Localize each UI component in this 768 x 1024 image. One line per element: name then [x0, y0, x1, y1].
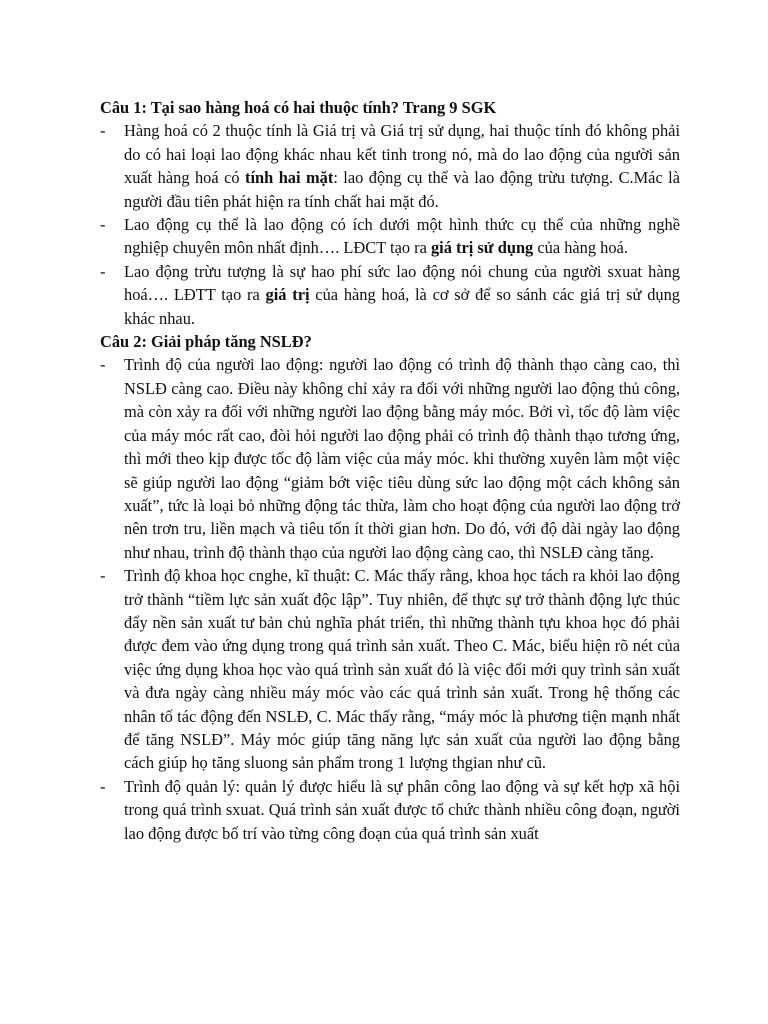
bullet-dash: - [100, 215, 106, 235]
list-item [100, 353, 680, 564]
list-item [100, 119, 680, 213]
bullet-dash: - [100, 566, 106, 586]
bullet-text: Trình độ khoa học cnghe, kĩ thuật: C. Mác thấy rằng, khoa học tách ra khỏi lao động trở thành “tiềm lực sản xuất độc lập”. Tuy nhiên, để thực sự trở thành động lực thúc đẩy nền sản xuất tư bản chủ nghĩa phát triển, thì những thành tựu khoa học đó phải được đem vào ứng dụng trong quá trình sản xuất. Theo C. Mác, biểu hiện rõ nét của việc ứng dụng khoa học vào quá trình sản xuất đó là việc đổi mới quy trình sản xuất và đưa ngày càng nhiều máy móc vào các quá trình sản xuất. Trong hệ thống các nhân tố tác động đến NSLĐ, C. Mác thấy rằng, “máy móc là phương tiện mạnh nhất để tăng NSLĐ”. Máy móc giúp tăng năng lực sản xuất của người lao động bằng cách giúp họ tăng sluong sản phẩm trong 1 lượng thgian như cũ. [124, 566, 680, 773]
list-item [100, 213, 680, 260]
bold-term: giá trị [265, 285, 310, 305]
bullet-text: : lao động cụ thể và lao động trừu tượng. C.Mác là người đầu tiên phát hiện ra tính chất hai mặt đó. [124, 168, 680, 211]
bold-term: tính hai mặt [245, 168, 334, 188]
bullet-text: của hàng hoá. [533, 238, 628, 258]
list-item [100, 775, 680, 845]
question-2-heading: Câu 2: Giải pháp tăng NSLĐ? [100, 332, 312, 352]
bold-term: giá trị sử dụng [430, 238, 534, 258]
list-item [100, 564, 680, 775]
bullet-dash: - [100, 121, 106, 141]
bullet-text: Lao động trừu tượng là sự hao phí sức lao động nói chung của người sxuat hàng hoá…. LĐTT tạo ra [124, 261, 680, 305]
bullet-dash: - [100, 355, 106, 375]
bullet-text: Hàng hoá có 2 thuộc tính là Giá trị và Giá trị sử dụng, hai thuộc tính đó không phải do có hai loại lao động khác nhau kết tinh trong nó, mà do lao động của người sản xuất hàng hoá có [124, 121, 680, 188]
document-page [100, 96, 680, 845]
question-1-answer-list [100, 119, 680, 330]
list-item [100, 260, 680, 330]
bullet-text: Lao động cụ thể là lao động có ích dưới một hình thức cụ thể của những nghề nghiệp chuyên môn nhất định…. LĐCT tạo ra [124, 215, 680, 258]
bullet-text: Trình độ quản lý: quản lý được hiểu là sự phân công lao động và sự kết hợp xã hội trong quá trình sxuat. Quá trình sản xuất được tổ chức thành nhiều công đoạn, người lao động được bố trí vào từng công đoạn của quá trình sản xuất [124, 776, 680, 843]
bullet-dash: - [100, 261, 106, 281]
bullet-text: của hàng hoá, là cơ sở để so sánh các giá trị sử dụng khác nhau. [124, 285, 680, 328]
bullet-dash: - [100, 776, 106, 796]
question-2-answer-list [100, 353, 680, 845]
bullet-text: Trình độ của người lao động: người lao động có trình độ thành thạo càng cao, thì NSLĐ càng cao. Điều này không chỉ xảy ra đối với những người lao động thủ công, mà còn xảy ra đối với những người lao động bằng máy móc. Bởi vì, tốc độ làm việc của máy móc rất cao, đòi hỏi người lao động phải có trình độ thành thạo tương ứng, thì mới theo kịp được tốc độ làm việc của máy móc. khi thường xuyên làm một việc sẽ giúp người lao động “giảm bớt việc tiêu dùng sức lao động một cách không sản xuất”, tức là loại bỏ những động tác thừa, làm cho hoạt động của người lao động trở nên trơn tru, liền mạch và tiêu tốn ít thời gian hơn. Do đó, với độ dài ngày lao động như nhau, trình độ thành thạo của người lao động càng cao, thì NSLĐ càng tăng. [124, 355, 680, 562]
question-1-heading: Câu 1: Tại sao hàng hoá có hai thuộc tính? Trang 9 SGK [100, 98, 497, 117]
